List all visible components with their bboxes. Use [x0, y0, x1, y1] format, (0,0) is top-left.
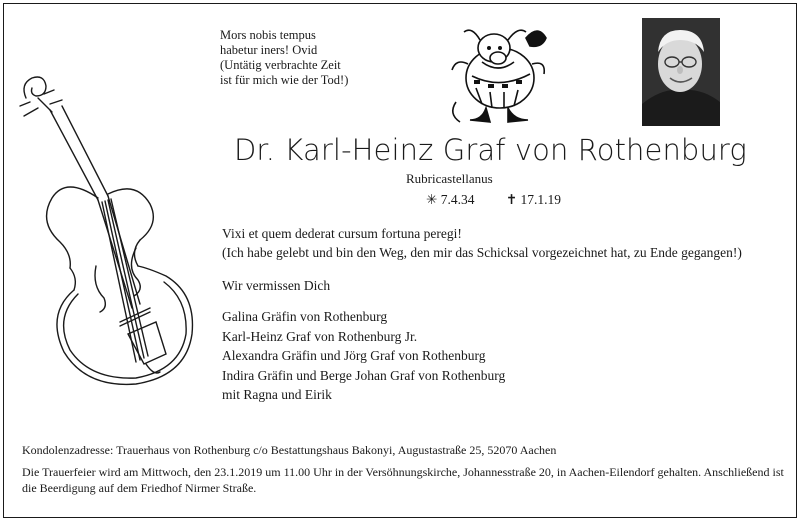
birth-star-icon: ✳ [426, 192, 438, 207]
birth-date: 7.4.34 [440, 192, 475, 207]
latin-line: Vixi et quem dederat cursum fortuna peregi! [222, 226, 462, 241]
obituary-text [222, 224, 782, 405]
nickname: Rubricastellanus [406, 171, 493, 186]
funeral-info: Die Trauerfeier wird am Mittwoch, den 23.1.2019 um 11.00 Uhr in der Versöhnungskirche, Johannesstraße 20, in Aachen-Eilendorf gehalten. Anschließend ist die Beerdigung auf dem Friedhof Nirmer Straße. [22, 465, 784, 495]
death-date: 17.1.19 [520, 192, 561, 207]
violin-illustration [16, 72, 196, 390]
condolence-address: Kondolenzadresse: Trauerhaus von Rothenburg c/o Bestattungshaus Bakonyi, Augustastraße 25, 52070 Aachen [22, 443, 557, 457]
cartoon-figure-image [442, 18, 554, 126]
life-dates [426, 192, 561, 208]
footer-info [22, 442, 792, 502]
translation: (Ich habe gelebt und bin den Weg, den mir das Schicksal vorgezeichnet hat, zu Ende gegangen!) [222, 245, 742, 260]
ovid-quote: Mors nobis tempus habetur iners! Ovid (Untätig verbrachte Zeit ist für mich wie der Tod!) [220, 28, 349, 87]
portrait-photo [642, 18, 720, 126]
closing-line: Wir vermissen Dich [222, 278, 331, 293]
obituary-card [3, 3, 797, 518]
family-list: Galina Gräfin von Rothenburg Karl-Heinz Graf von Rothenburg Jr. Alexandra Gräfin und Jörg Graf von Rothenburg Indira Gräfin und Berge Johan Graf von Rothenburg mit Ragna und Eirik [222, 309, 506, 402]
deceased-name: Dr. Karl-Heinz Graf von Rothenburg [234, 133, 747, 167]
death-cross-icon: ✝ [505, 192, 518, 207]
